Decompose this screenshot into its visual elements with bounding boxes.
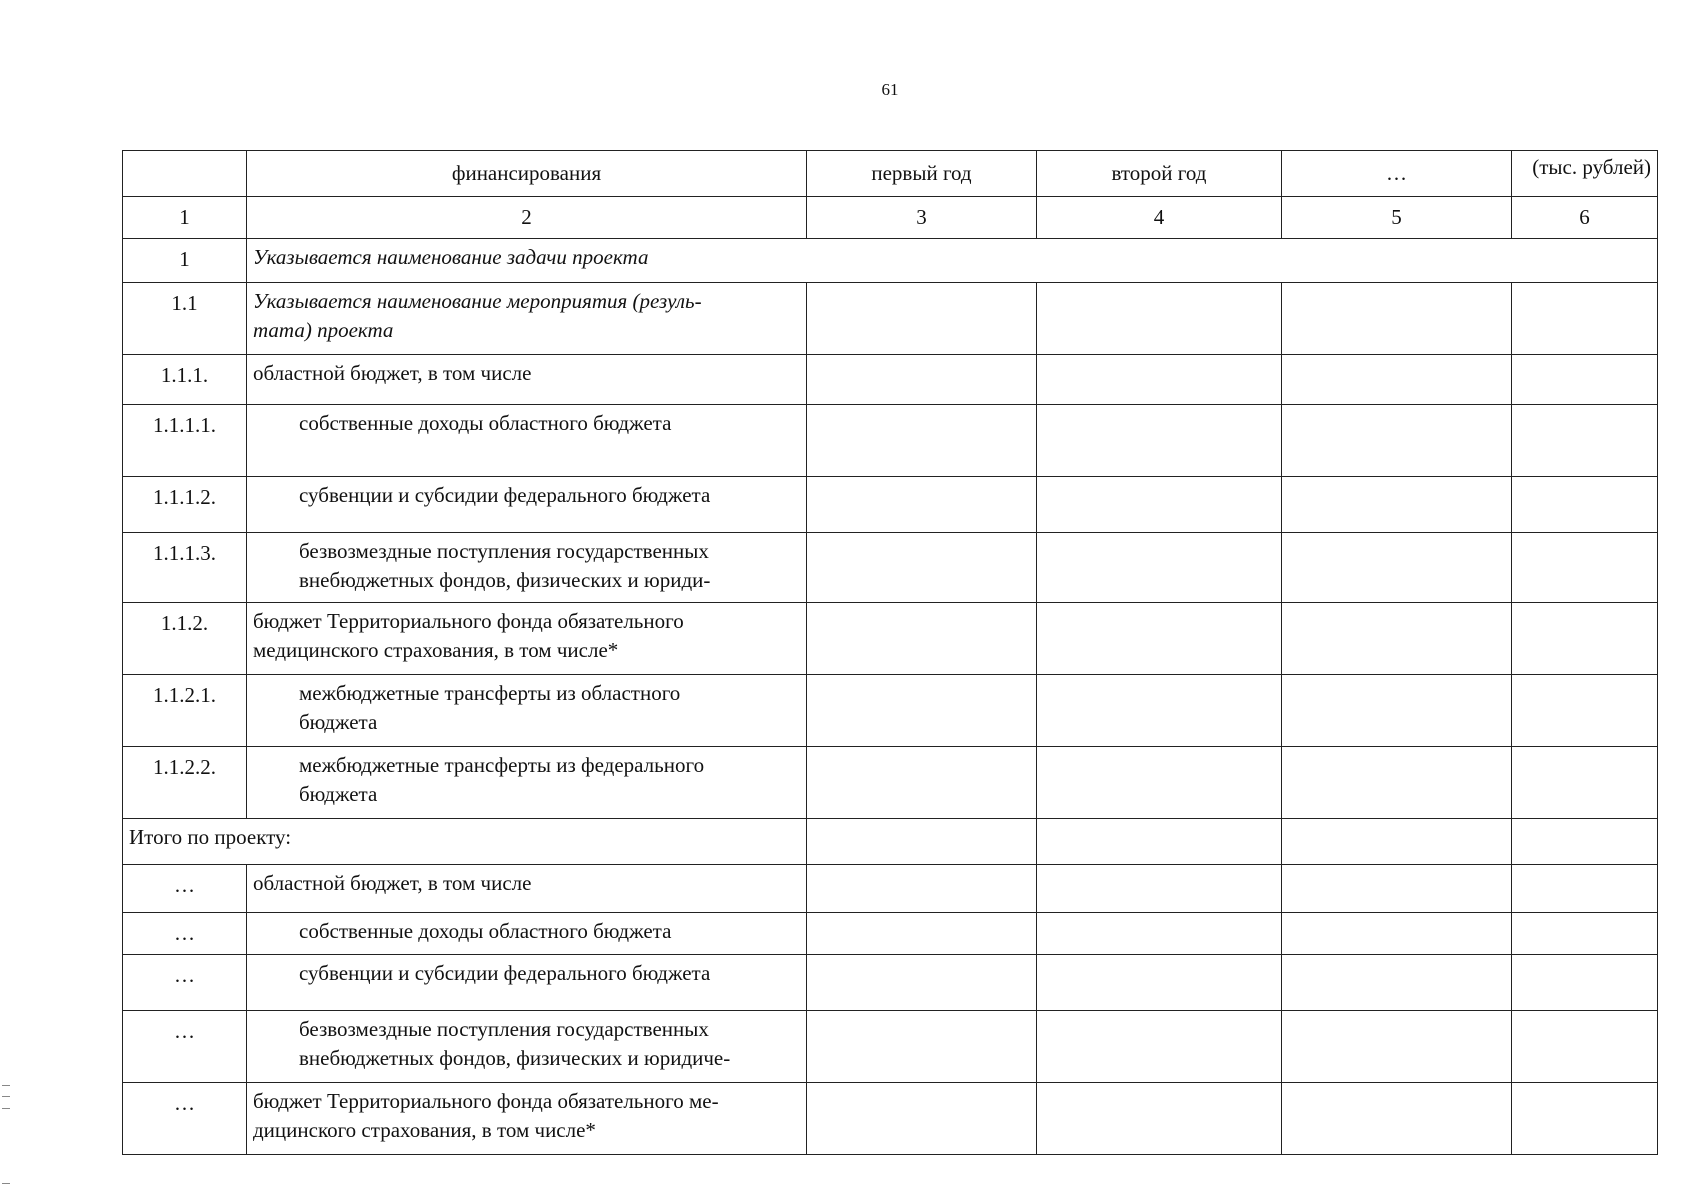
header-cell-3: первый год bbox=[807, 151, 1037, 197]
value-cell bbox=[1037, 913, 1282, 955]
value-cell bbox=[1282, 405, 1512, 477]
event-name-line2: тата) проекта bbox=[253, 318, 394, 342]
row-number: 1 bbox=[123, 239, 247, 283]
value-cell bbox=[807, 283, 1037, 355]
total-row bbox=[123, 819, 1658, 865]
value-cell bbox=[807, 1083, 1037, 1155]
page-number: 61 bbox=[881, 80, 899, 99]
value-cell bbox=[1282, 1011, 1512, 1083]
table-row bbox=[123, 1083, 1658, 1155]
row-text-line1: областной бюджет, в том числе bbox=[253, 871, 532, 895]
value-cell bbox=[1282, 603, 1512, 675]
row-text-line1: собственные доходы областного бюджета bbox=[299, 411, 672, 435]
value-cell bbox=[1282, 747, 1512, 819]
row-text bbox=[247, 405, 807, 477]
row-text-line1: безвозмездные поступления государственных bbox=[299, 539, 709, 563]
row-text-line2: бюджета bbox=[299, 710, 378, 734]
margin-mark bbox=[2, 1085, 10, 1109]
table-row bbox=[123, 865, 1658, 913]
row-text-line1: межбюджетные трансферты из федерального bbox=[299, 753, 705, 777]
value-cell bbox=[807, 405, 1037, 477]
row-number: 1.1.1.2. bbox=[123, 477, 247, 533]
row-text-line1: бюджет Территориального фонда обязательного ме- bbox=[253, 1089, 719, 1113]
numbering-row bbox=[123, 197, 1658, 239]
value-cell bbox=[1282, 533, 1512, 603]
task-row bbox=[123, 239, 1658, 283]
value-cell bbox=[807, 865, 1037, 913]
row-number: 1.1 bbox=[123, 283, 247, 355]
value-cell bbox=[1037, 1083, 1282, 1155]
value-cell bbox=[1037, 355, 1282, 405]
value-cell bbox=[1282, 865, 1512, 913]
event-row bbox=[123, 283, 1658, 355]
row-text bbox=[247, 603, 807, 675]
value-cell bbox=[807, 913, 1037, 955]
value-cell bbox=[1282, 477, 1512, 533]
row-text bbox=[247, 747, 807, 819]
header-cell-6: (тыс. рублей) bbox=[1512, 151, 1658, 197]
row-text-line1: бюджет Территориального фонда обязательного bbox=[253, 609, 684, 633]
value-cell bbox=[807, 819, 1037, 865]
header-cell-2: финансирования bbox=[247, 151, 807, 197]
row-number: … bbox=[123, 1083, 247, 1155]
value-cell bbox=[1512, 913, 1658, 955]
row-text bbox=[247, 865, 807, 913]
value-cell bbox=[1037, 865, 1282, 913]
value-cell bbox=[1512, 865, 1658, 913]
value-cell bbox=[807, 747, 1037, 819]
value-cell bbox=[1512, 533, 1658, 603]
row-number: … bbox=[123, 913, 247, 955]
value-cell bbox=[1037, 405, 1282, 477]
row-number: 1.1.1.1. bbox=[123, 405, 247, 477]
value-cell bbox=[1282, 1083, 1512, 1155]
value-cell bbox=[1037, 477, 1282, 533]
row-text-line2: дицинского страхования, в том числе* bbox=[253, 1118, 596, 1142]
row-text-line1: межбюджетные трансферты из областного bbox=[299, 681, 681, 705]
row-number: 1.1.2.1. bbox=[123, 675, 247, 747]
value-cell bbox=[1282, 955, 1512, 1011]
numbering-cell: 3 bbox=[807, 197, 1037, 239]
value-cell bbox=[1512, 955, 1658, 1011]
row-text-line2: внебюджетных фондов, физических и юридиче- bbox=[299, 1046, 731, 1070]
numbering-cell: 6 bbox=[1512, 197, 1658, 239]
value-cell bbox=[807, 355, 1037, 405]
value-cell bbox=[1512, 1011, 1658, 1083]
row-text-line2: бюджета bbox=[299, 782, 378, 806]
row-text bbox=[247, 477, 807, 533]
table-row bbox=[123, 913, 1658, 955]
table-row bbox=[123, 747, 1658, 819]
value-cell bbox=[1037, 533, 1282, 603]
value-cell bbox=[807, 603, 1037, 675]
table-row bbox=[123, 603, 1658, 675]
row-text-line1: субвенции и субсидии федерального бюджета bbox=[299, 483, 711, 507]
row-text-line1: областной бюджет, в том числе bbox=[253, 361, 532, 385]
value-cell bbox=[1037, 955, 1282, 1011]
row-number: … bbox=[123, 865, 247, 913]
row-number: 1.1.1.3. bbox=[123, 533, 247, 603]
event-name-line1: Указывается наименование мероприятия (резуль- bbox=[253, 289, 702, 313]
row-number: 1.1.2. bbox=[123, 603, 247, 675]
row-text bbox=[247, 1083, 807, 1155]
row-number: 1.1.1. bbox=[123, 355, 247, 405]
value-cell bbox=[1512, 283, 1658, 355]
value-cell bbox=[1282, 283, 1512, 355]
value-cell bbox=[1282, 355, 1512, 405]
value-cell bbox=[1512, 747, 1658, 819]
row-text-line1: безвозмездные поступления государственных bbox=[299, 1017, 709, 1041]
value-cell bbox=[807, 1011, 1037, 1083]
financing-table bbox=[122, 150, 1658, 1155]
task-name: Указывается наименование задачи проекта bbox=[247, 239, 1658, 283]
event-name bbox=[247, 283, 807, 355]
value-cell bbox=[807, 533, 1037, 603]
numbering-cell: 2 bbox=[247, 197, 807, 239]
value-cell bbox=[1037, 747, 1282, 819]
header-cell-4: второй год bbox=[1037, 151, 1282, 197]
total-label: Итого по проекту: bbox=[123, 819, 807, 865]
value-cell bbox=[1512, 603, 1658, 675]
row-number: 1.1.2.2. bbox=[123, 747, 247, 819]
row-text bbox=[247, 1011, 807, 1083]
value-cell bbox=[1512, 355, 1658, 405]
row-text bbox=[247, 533, 807, 603]
value-cell bbox=[1037, 283, 1282, 355]
value-cell bbox=[807, 955, 1037, 1011]
row-text bbox=[247, 675, 807, 747]
value-cell bbox=[1037, 675, 1282, 747]
value-cell bbox=[807, 477, 1037, 533]
value-cell bbox=[1037, 1011, 1282, 1083]
row-text bbox=[247, 355, 807, 405]
header-cell-5: … bbox=[1282, 151, 1512, 197]
value-cell bbox=[1512, 675, 1658, 747]
row-text-line2: медицинского страхования, в том числе* bbox=[253, 638, 619, 662]
numbering-cell: 5 bbox=[1282, 197, 1512, 239]
value-cell bbox=[1037, 603, 1282, 675]
value-cell bbox=[1282, 913, 1512, 955]
value-cell bbox=[1512, 405, 1658, 477]
row-number: … bbox=[123, 1011, 247, 1083]
table-row bbox=[123, 533, 1658, 603]
table-row bbox=[123, 1011, 1658, 1083]
table-row bbox=[123, 477, 1658, 533]
row-text bbox=[247, 913, 807, 955]
numbering-cell: 1 bbox=[123, 197, 247, 239]
table-row bbox=[123, 955, 1658, 1011]
value-cell bbox=[1282, 675, 1512, 747]
value-cell bbox=[1512, 819, 1658, 865]
row-number: … bbox=[123, 955, 247, 1011]
value-cell bbox=[1512, 1083, 1658, 1155]
table-row bbox=[123, 405, 1658, 477]
value-cell bbox=[1037, 819, 1282, 865]
header-row bbox=[123, 151, 1658, 197]
header-cell-1 bbox=[123, 151, 247, 197]
value-cell bbox=[1512, 477, 1658, 533]
value-cell bbox=[807, 675, 1037, 747]
row-text-line1: собственные доходы областного бюджета bbox=[299, 919, 672, 943]
margin-dash bbox=[2, 1183, 10, 1184]
value-cell bbox=[1282, 819, 1512, 865]
numbering-cell: 4 bbox=[1037, 197, 1282, 239]
table-row bbox=[123, 355, 1658, 405]
row-text-line1: субвенции и субсидии федерального бюджета bbox=[299, 961, 711, 985]
table-row bbox=[123, 675, 1658, 747]
row-text-line2: внебюджетных фондов, физических и юриди- bbox=[299, 568, 711, 592]
row-text bbox=[247, 955, 807, 1011]
